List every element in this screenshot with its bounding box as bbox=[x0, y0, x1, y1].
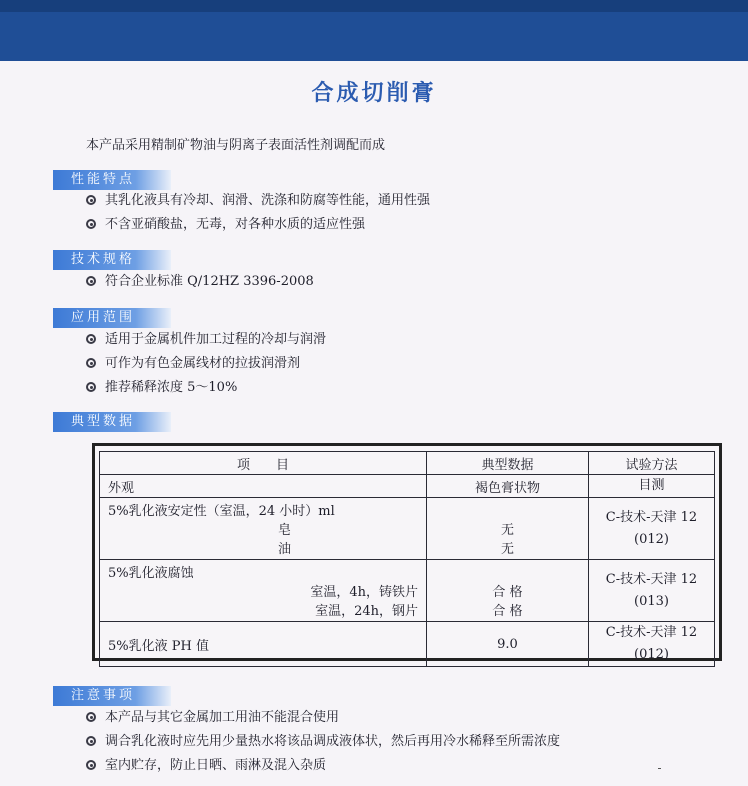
row-value-block bbox=[427, 498, 589, 560]
row-value: 无 bbox=[500, 541, 514, 557]
list-item: 其乳化液具有冷却、润滑、洗涤和防腐等性能，通用性强 bbox=[86, 189, 430, 213]
table-row bbox=[100, 622, 715, 667]
row-value: 合 格 bbox=[492, 584, 523, 600]
bullet-icon bbox=[86, 382, 96, 392]
list-item: 符合企业标准 Q/12HZ 3396-2008 bbox=[86, 270, 314, 294]
row-value-block bbox=[427, 560, 589, 622]
specs-list bbox=[86, 270, 314, 294]
section-heading-applications: 应用范围 bbox=[53, 308, 171, 328]
table-row bbox=[100, 560, 715, 622]
section-heading-typical-data: 典型数据 bbox=[53, 412, 171, 432]
row-sublabel: 室温，4h，铸铁片 bbox=[310, 585, 418, 600]
row-method-block bbox=[589, 560, 715, 622]
row-label: 外观 bbox=[100, 475, 427, 498]
row-sublabel: 皂 bbox=[278, 523, 292, 538]
row-label: 5%乳化液安定性（室温，24 小时）ml bbox=[108, 504, 335, 519]
bullet-icon bbox=[86, 712, 96, 722]
row-method-block bbox=[589, 622, 715, 667]
list-item: 适用于金属机件加工过程的冷却与润滑 bbox=[86, 328, 326, 352]
header-item: 项 目 bbox=[100, 452, 427, 475]
typical-data-table-frame bbox=[92, 443, 722, 661]
intro-text: 本产品采用精制矿物油与阴离子表面活性剂调配而成 bbox=[86, 138, 386, 153]
row-value: 9.0 bbox=[427, 622, 589, 667]
section-heading-notes: 注意事项 bbox=[53, 686, 171, 706]
bullet-icon bbox=[86, 219, 96, 229]
row-value: 褐色膏状物 bbox=[427, 475, 589, 498]
features-list bbox=[86, 189, 430, 237]
bullet-icon bbox=[86, 276, 96, 286]
row-label: 5%乳化液 PH 值 bbox=[100, 622, 427, 667]
row-sublabel: 油 bbox=[278, 542, 292, 557]
row-method: (012) bbox=[634, 647, 669, 662]
bullet-icon bbox=[86, 334, 96, 344]
bullet-icon bbox=[86, 358, 96, 368]
table-row bbox=[100, 475, 715, 498]
row-method: C-技术-天津 12 bbox=[605, 625, 698, 640]
row-value: 合 格 bbox=[492, 603, 523, 619]
list-item: 推荐稀释浓度 5～10% bbox=[86, 376, 326, 400]
table-row bbox=[100, 498, 715, 560]
list-item: 调合乳化液时应先用少量热水将该品调成液体状，然后再用冷水稀释至所需浓度 bbox=[86, 730, 560, 754]
list-item: 可作为有色金属线材的拉拔润滑剂 bbox=[86, 352, 326, 376]
typical-data-table bbox=[99, 451, 715, 667]
bullet-icon bbox=[86, 195, 96, 205]
section-heading-features: 性能特点 bbox=[53, 170, 171, 190]
notes-list bbox=[86, 706, 560, 778]
header-test-method: 试验方法 bbox=[589, 452, 715, 475]
table-header-row bbox=[100, 452, 715, 475]
list-item: 室内贮存，防止日晒、雨淋及混入杂质 bbox=[86, 754, 560, 778]
row-sublabel: 室温，24h，钢片 bbox=[315, 604, 418, 619]
row-method: (012) bbox=[634, 531, 669, 547]
row-label-block bbox=[100, 498, 427, 560]
row-method: (013) bbox=[634, 593, 669, 609]
section-heading-specs: 技术规格 bbox=[53, 250, 171, 270]
header-band-top-strip bbox=[0, 0, 748, 12]
print-mark bbox=[658, 768, 661, 769]
list-item: 不含亚硝酸盐，无毒，对各种水质的适应性强 bbox=[86, 213, 430, 237]
row-method: C-技术-天津 12 bbox=[605, 571, 698, 587]
row-label: 5%乳化液腐蚀 bbox=[108, 566, 194, 581]
row-label-block bbox=[100, 560, 427, 622]
row-method: 目测 bbox=[589, 475, 715, 498]
bullet-icon bbox=[86, 760, 96, 770]
page-title: 合成切削膏 bbox=[311, 81, 437, 106]
applications-list bbox=[86, 328, 326, 400]
bullet-icon bbox=[86, 736, 96, 746]
list-item: 本产品与其它金属加工用油不能混合使用 bbox=[86, 706, 560, 730]
row-method-block bbox=[589, 498, 715, 560]
row-method: C-技术-天津 12 bbox=[605, 509, 698, 525]
row-value: 无 bbox=[500, 522, 514, 538]
header-typical-data: 典型数据 bbox=[427, 452, 589, 475]
